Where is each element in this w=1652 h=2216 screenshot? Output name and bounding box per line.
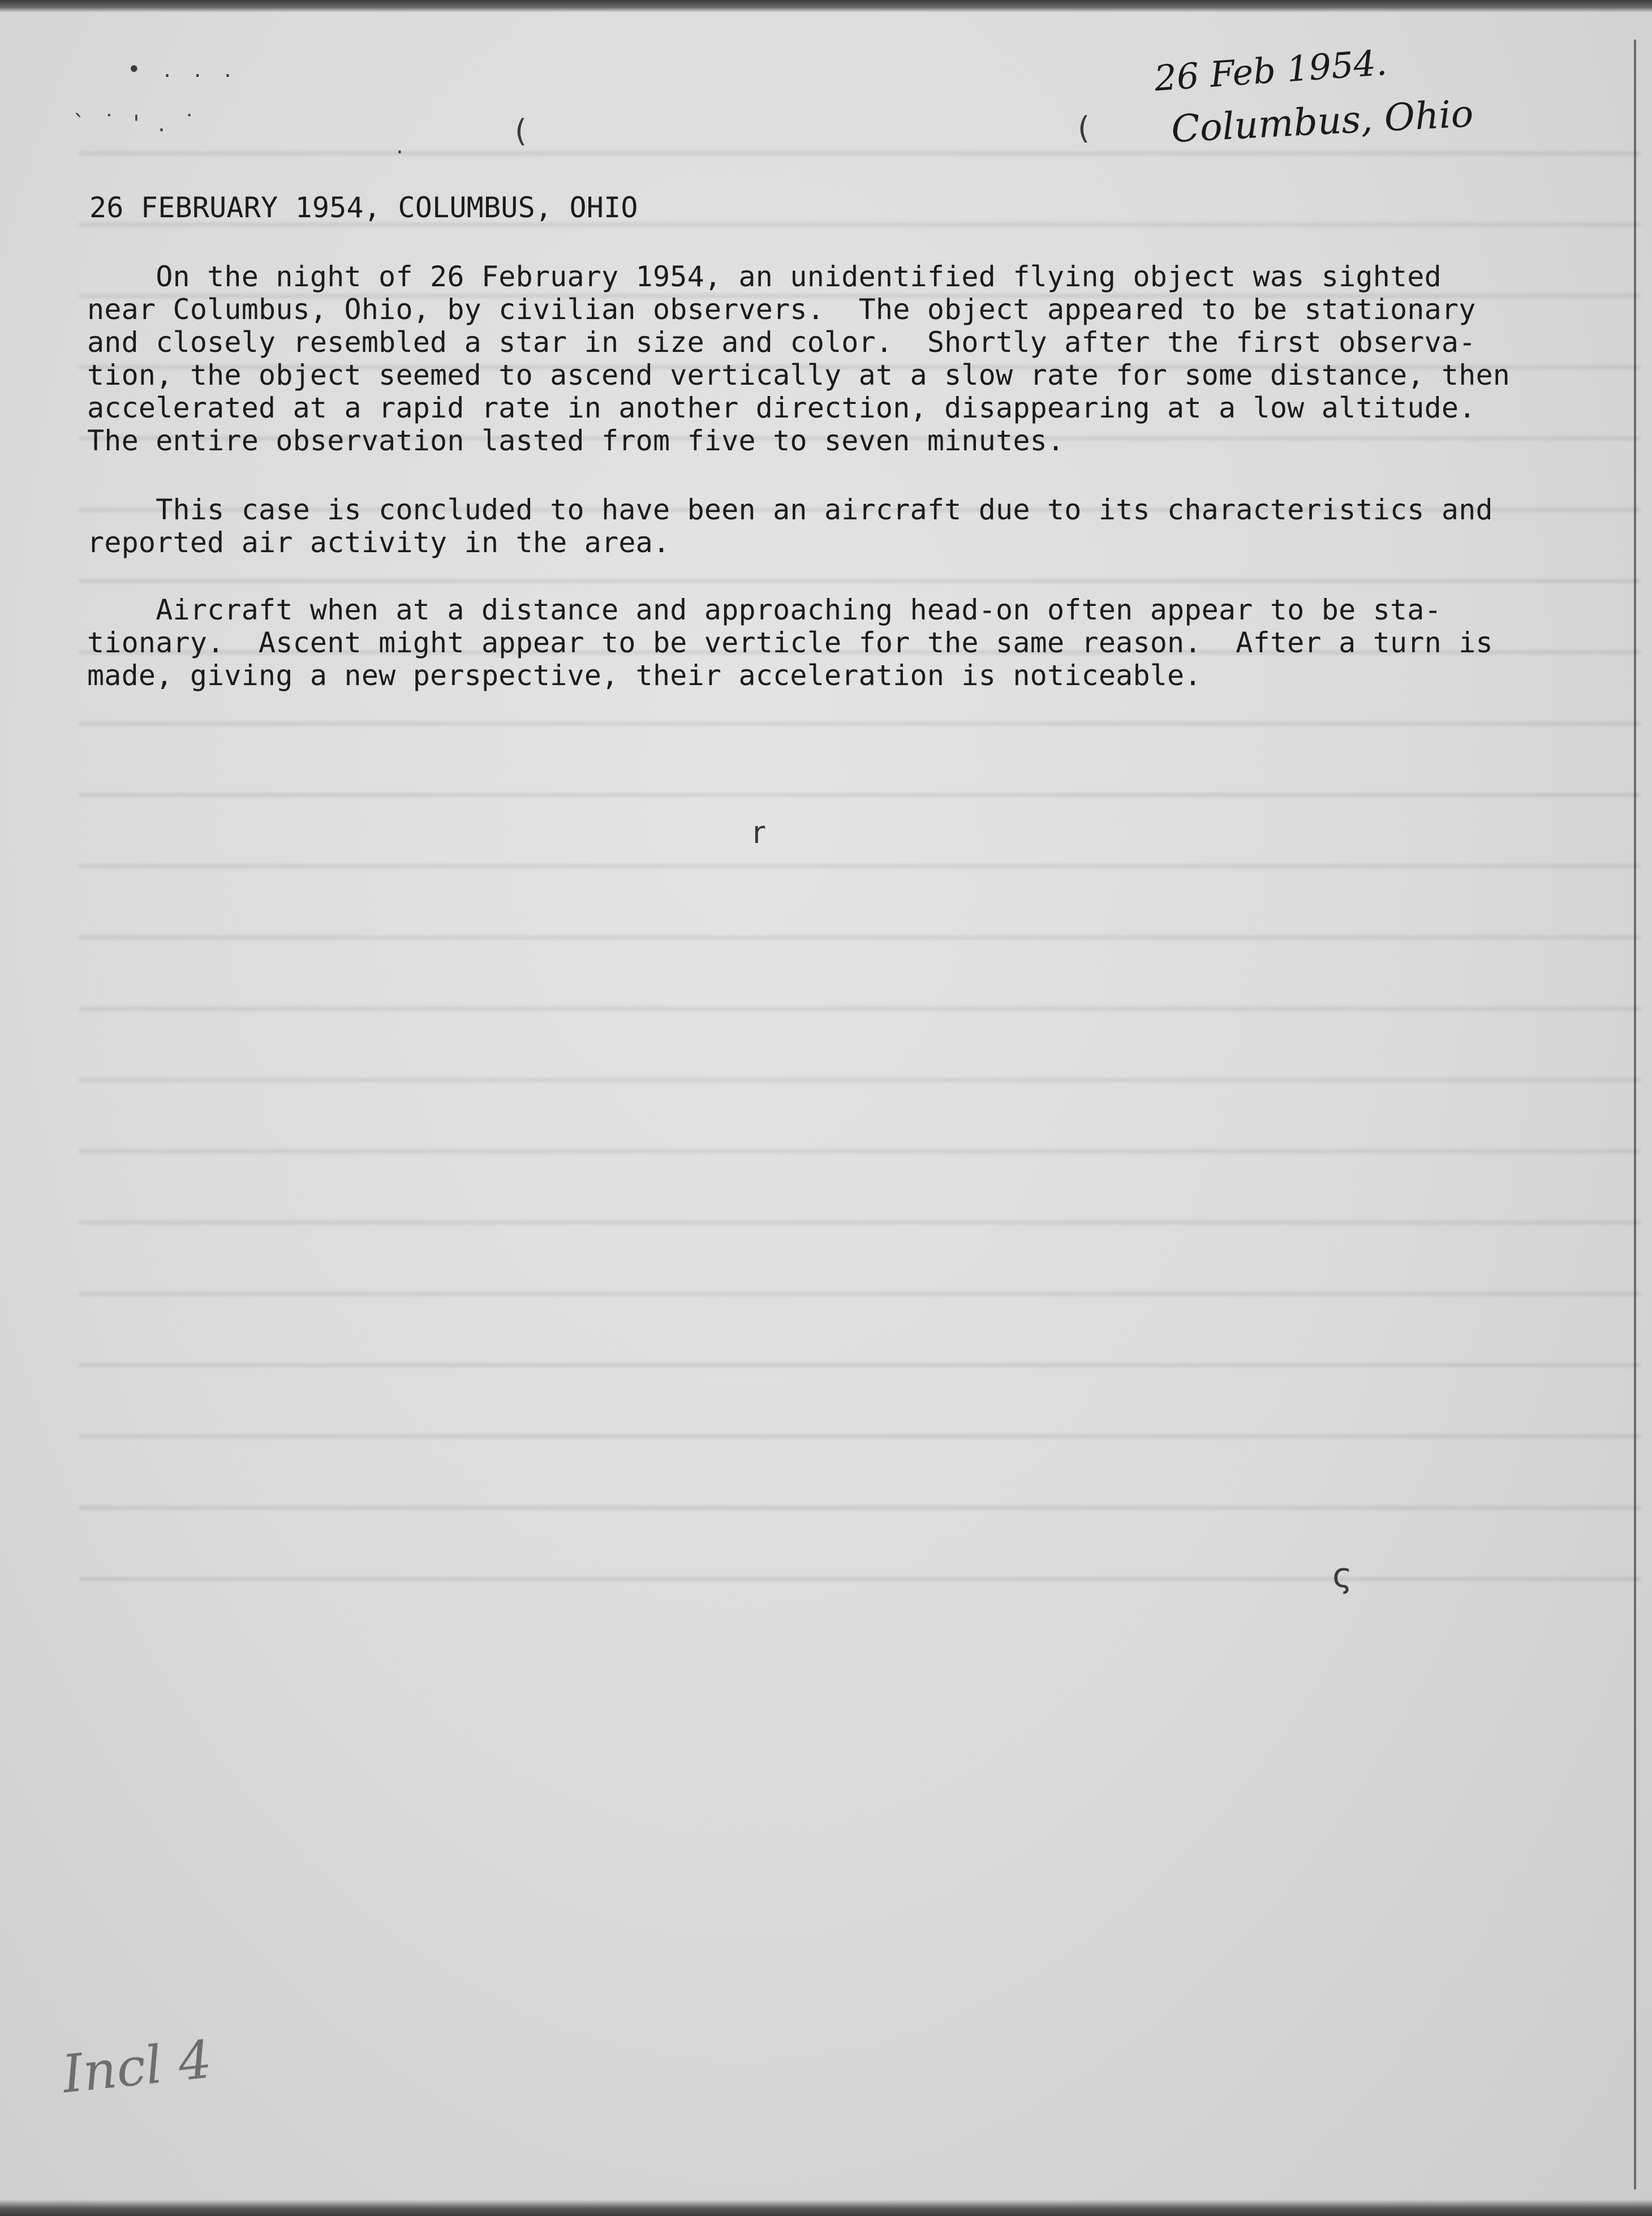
document-heading: 26 FEBRUARY 1954, COLUMBUS, OHIO xyxy=(89,191,638,224)
scan-speck: ( xyxy=(515,113,527,149)
scan-speck: ( xyxy=(1078,110,1090,146)
scan-speck: . xyxy=(396,133,403,159)
handwritten-date: 26 Feb 1954. xyxy=(1152,41,1388,100)
handwritten-enclosure-note: Incl 4 xyxy=(59,2029,215,2105)
scan-speck: ` ˙ ' . ˙ xyxy=(74,111,201,137)
scan-speck: r xyxy=(752,815,765,850)
handwritten-place: Columbus, Ohio xyxy=(1170,92,1475,151)
scan-top-edge xyxy=(0,0,1652,12)
scan-bottom-edge xyxy=(0,2200,1652,2216)
paragraph-explanation: Aircraft when at a distance and approaching head-on often appear to be sta- tionary. Ascent might appear to be verticle for the same reason. After a turn is made, giving a new perspective, their acceleration is noticeable. xyxy=(87,593,1493,692)
scan-speck: • . . . xyxy=(127,57,239,83)
paragraph-observation: On the night of 26 February 1954, an unidentified flying object was sighted near Columbus, Ohio, by civilian observers. The object appeared to be stationary and closely resembled a star in size and color. Shortly after the first observa- tion, the object seemed to ascend vertically at a slow rate for some distance, then accelerated at a rapid rate in another direction, disappearing at a low altitude. The entire observation lasted from five to seven minutes. xyxy=(87,260,1511,457)
scan-speck: ς xyxy=(1332,1556,1353,1595)
paragraph-conclusion: This case is concluded to have been an aircraft due to its characteristics and reported air activity in the area. xyxy=(87,493,1493,559)
